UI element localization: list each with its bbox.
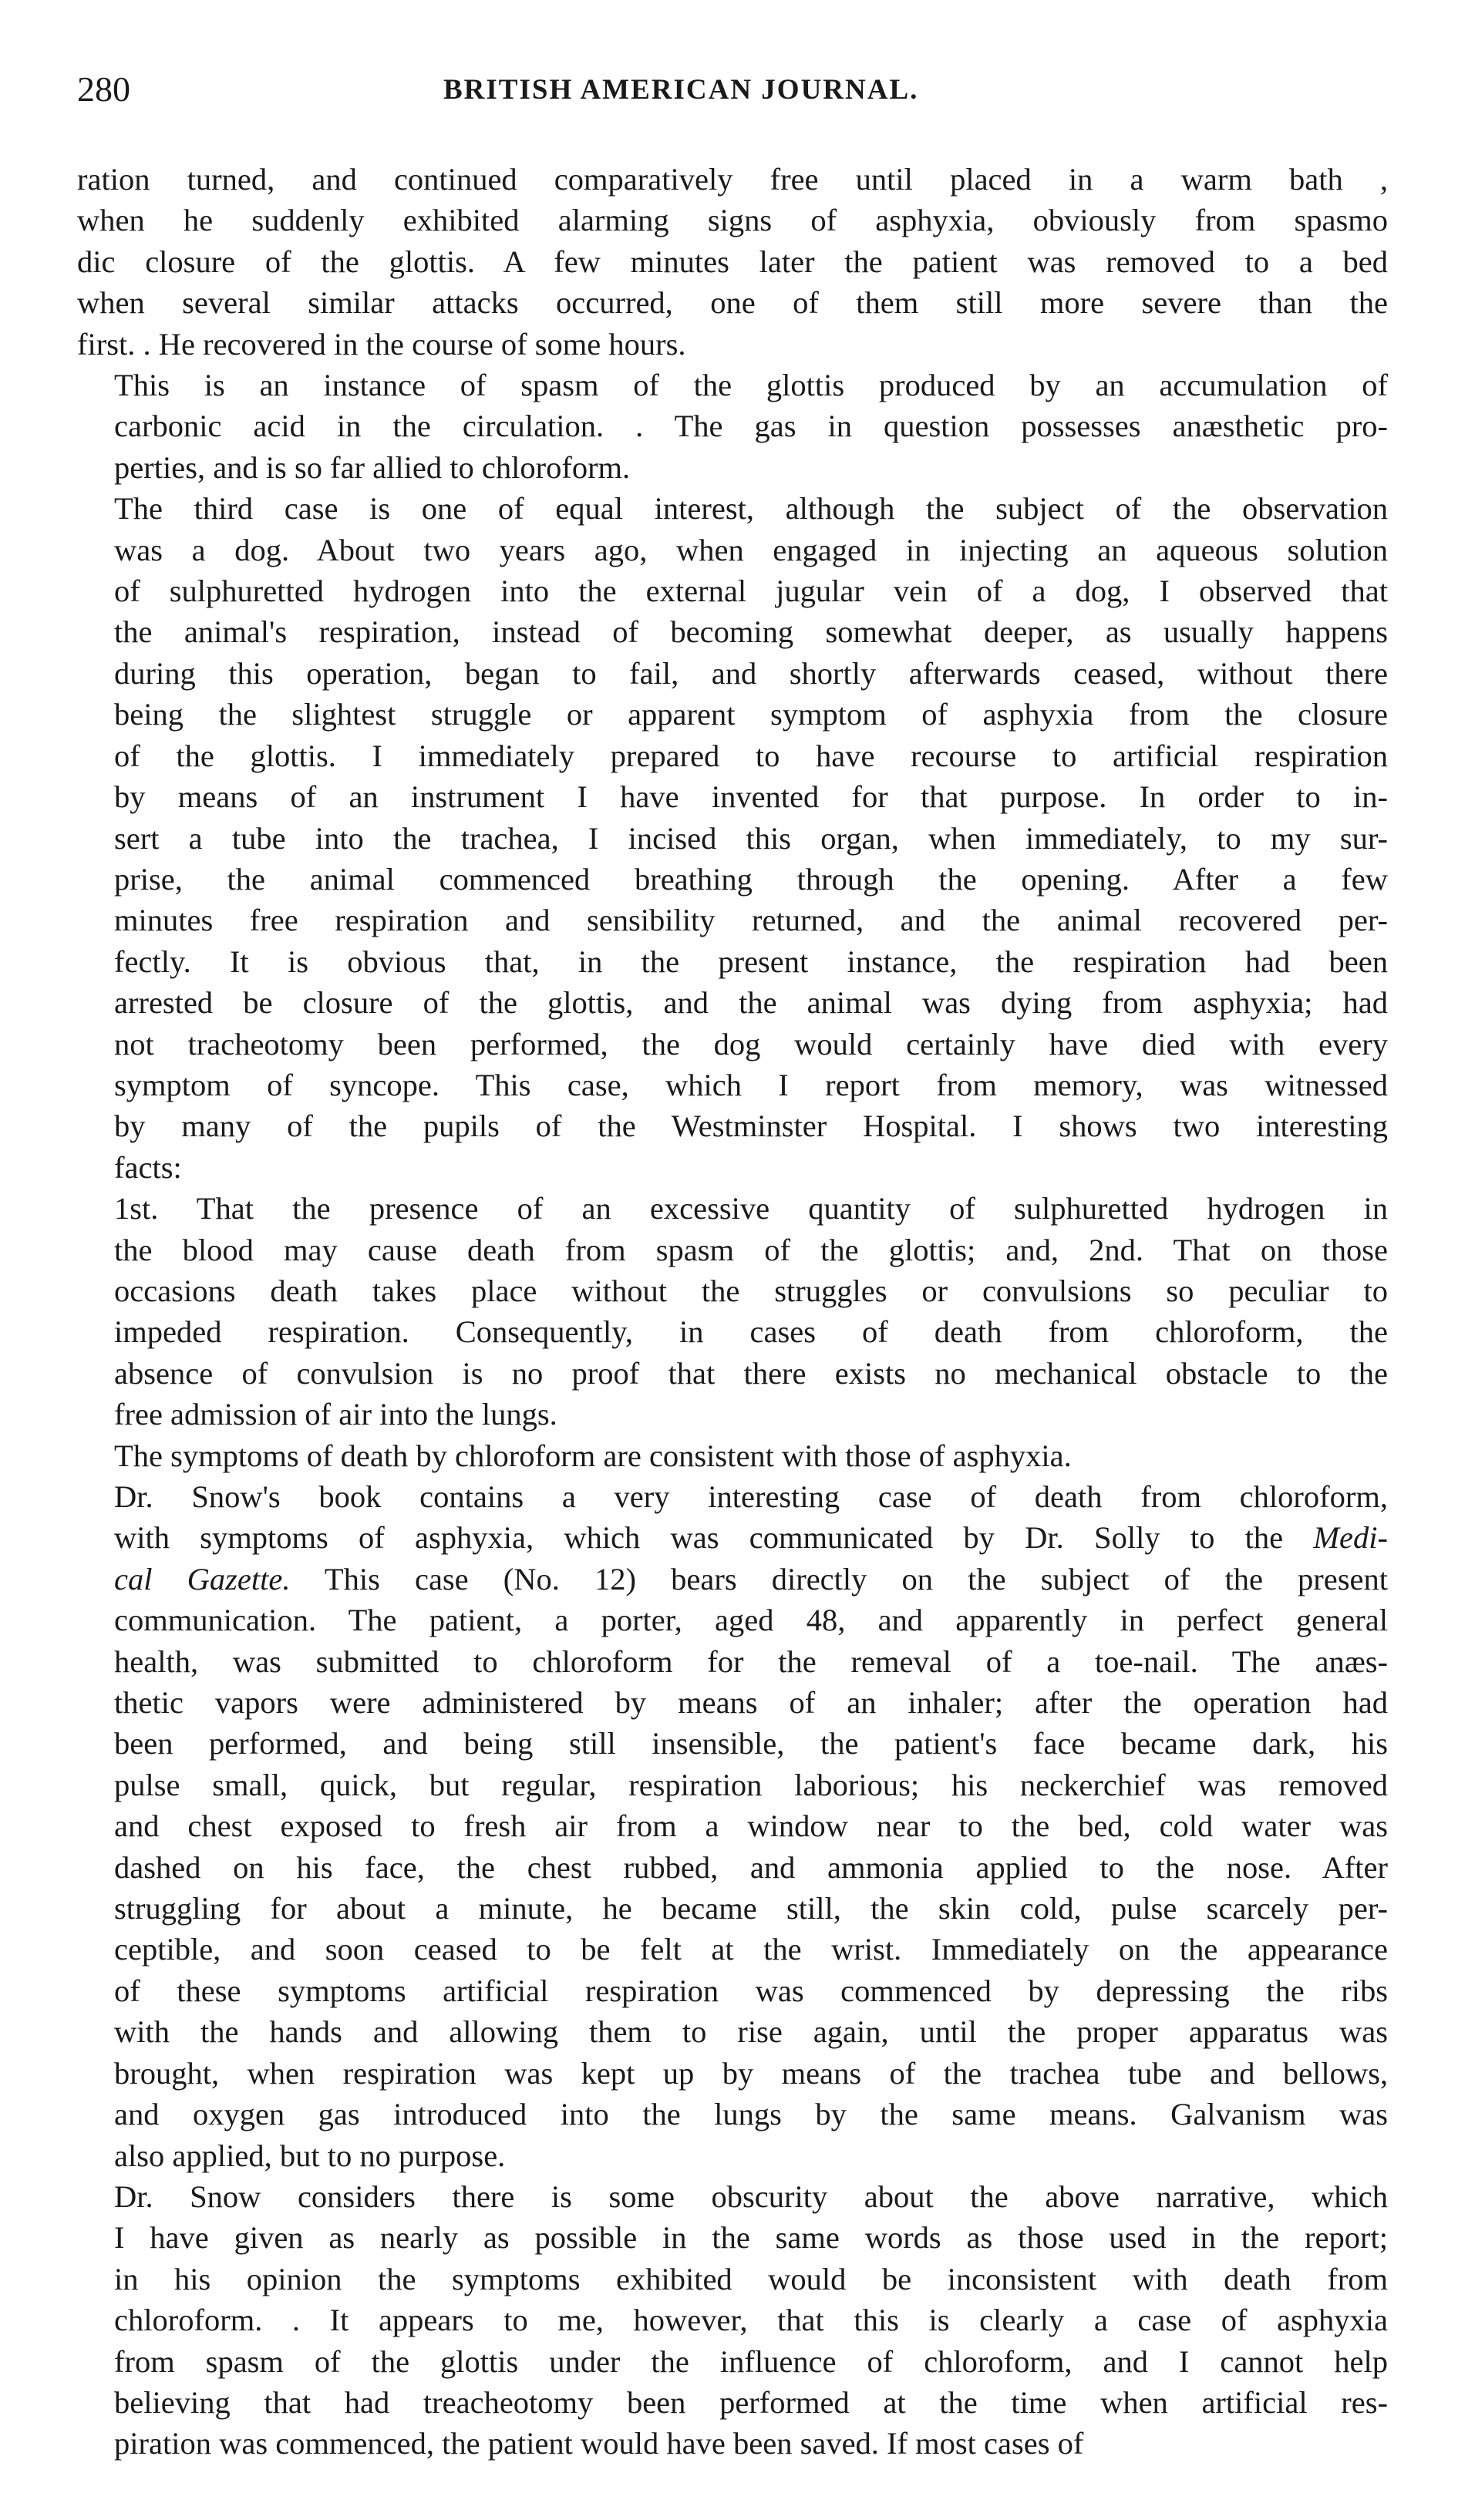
text-line: of sulphuretted hydrogen into the external jugular vein of a dog, I observed that (114, 574, 1388, 609)
text-line: piration was commenced, the patient would have been saved. If most cases of (114, 2426, 1084, 2461)
text-line: occasions death takes place without the struggles or convulsions so peculiar to (114, 1273, 1388, 1308)
text-line: perties, and is so far allied to chloroform. (114, 449, 631, 485)
text-line: health, was submitted to chloroform for the remeval of a toe-nail. The anæs- (114, 1644, 1388, 1679)
text-line: when he suddenly exhibited alarming signs of asphyxia, obviously from spasmo (77, 203, 1388, 238)
text-line: ceptible, and soon ceased to be felt at the wrist. Immediately on the appearance (114, 1932, 1388, 1967)
text-line: the blood may cause death from spasm of the glottis; and, 2nd. That on those (114, 1232, 1388, 1267)
text-line: and oxygen gas introduced into the lungs by the same means. Galvanism was (114, 2097, 1388, 2132)
text-line: struggling for about a minute, he became still, the skin cold, pulse scarcely per- (114, 1891, 1388, 1926)
text-line: cal Gazette. This case (No. 12) bears directly on the subject of the present (114, 1561, 1389, 1596)
text-line: I have given as nearly as possible in the same words as those used in the report; (114, 2220, 1388, 2256)
text-line: of the glottis. I immediately prepared to have recourse to artificial respiration (114, 738, 1388, 773)
text-line: and chest exposed to fresh air from a window near to the bed, cold water was (114, 1808, 1388, 1844)
text-line: The symptoms of death by chloroform are consistent with those of asphyxia. (114, 1438, 1072, 1473)
paragraph (77, 365, 1388, 488)
page-number: 280 (77, 69, 130, 109)
text-line: absence of convulsion is no proof that there exists no mechanical obstacle to the (114, 1355, 1388, 1391)
article-body (77, 159, 1388, 2464)
text-line: dashed on his face, the chest rubbed, and ammonia applied to the nose. After (114, 1849, 1388, 1885)
text-line: dic closure of the glottis. A few minutes later the patient was removed to a bed (77, 244, 1388, 279)
text-line: Dr. Snow considers there is some obscurity about the above narrative, which (114, 2179, 1388, 2214)
text-line: carbonic acid in the circulation. . The gas in question possesses anæsthetic pro- (114, 409, 1388, 444)
text-line: arrested be closure of the glottis, and the animal was dying from asphyxia; had (114, 985, 1388, 1021)
text-line: believing that had treacheotomy been performed at the time when artificial res- (114, 2384, 1388, 2420)
text-line: with symptoms of asphyxia, which was communicated by Dr. Solly to the Medi- (114, 1520, 1388, 1556)
text-line: free admission of air into the lungs. (114, 1397, 557, 1432)
text-line: with the hands and allowing them to rise again, until the proper apparatus was (114, 2014, 1388, 2050)
paragraph (77, 2176, 1388, 2464)
text-line: symptom of syncope. This case, which I report from memory, was witnessed (114, 1067, 1388, 1102)
journal-page (77, 68, 1388, 2464)
text-line: been performed, and being still insensible, the patient's face became dark, his (114, 1726, 1388, 1761)
text-line: the animal's respiration, instead of becoming somewhat deeper, as usually happens (114, 614, 1388, 650)
text-line: being the slightest struggle or apparent symptom of asphyxia from the closure (114, 697, 1388, 732)
text-line: thetic vapors were administered by means of an inhaler; after the operation had (114, 1685, 1388, 1721)
text-line: chloroform. . It appears to me, however, that this is clearly a case of asphyxia (114, 2303, 1388, 2338)
text-line: 1st. That the presence of an excessive quantity of sulphuretted hydrogen in (114, 1191, 1388, 1226)
text-line: from spasm of the glottis under the influence of chloroform, and I cannot help (114, 2343, 1388, 2379)
text-line: pulse small, quick, but regular, respiration laborious; his neckerchief was removed (114, 1767, 1388, 1802)
text-line: minutes free respiration and sensibility returned, and the animal recovered per- (114, 903, 1388, 938)
text-line: fectly. It is obvious that, in the present instance, the respiration had been (114, 944, 1388, 979)
text-line: in his opinion the symptoms exhibited would be inconsistent with death from (114, 2261, 1388, 2296)
text-line: brought, when respiration was kept up by means of the trachea tube and bellows, (114, 2055, 1388, 2091)
text-line: facts: (114, 1149, 182, 1185)
text-line: ration turned, and continued comparatively free until placed in a warm bath , (77, 162, 1388, 197)
paragraph (77, 1435, 1388, 1476)
text-line: The third case is one of equal interest, although the subject of the observation (114, 491, 1388, 527)
text-line: impeded respiration. Consequently, in cases of death from chloroform, the (114, 1314, 1388, 1350)
text-line: by means of an instrument I have invented for that purpose. In order to in- (114, 779, 1388, 815)
running-head: BRITISH AMERICAN JOURNAL. (443, 74, 919, 106)
text-line: prise, the animal commenced breathing through the opening. After a few (114, 861, 1388, 897)
paragraph (77, 488, 1388, 1188)
paragraph (77, 1188, 1388, 1435)
text-line: communication. The patient, a porter, aged 48, and apparently in perfect general (114, 1603, 1388, 1638)
text-line: first. . He recovered in the course of some hours. (77, 326, 686, 362)
paragraph (77, 159, 1388, 365)
text-line: also applied, but to no purpose. (114, 2138, 506, 2173)
text-line: by many of the pupils of the Westminster Hospital. I shows two interesting (114, 1109, 1388, 1144)
text-line: during this operation, began to fail, and shortly afterwards ceased, without there (114, 655, 1388, 691)
page-header (77, 68, 1388, 122)
text-line: when several similar attacks occurred, one of them still more severe than the (77, 285, 1388, 321)
text-line: not tracheotomy been performed, the dog would certainly have died with every (114, 1026, 1388, 1061)
paragraph (77, 1476, 1388, 2176)
text-line: Dr. Snow's book contains a very interesting case of death from chloroform, (114, 1479, 1388, 1514)
text-line: This is an instance of spasm of the glottis produced by an accumulation of (114, 368, 1388, 403)
text-line: sert a tube into the trachea, I incised this organ, when immediately, to my sur- (114, 820, 1388, 856)
text-line: was a dog. About two years ago, when engaged in injecting an aqueous solution (114, 532, 1388, 567)
text-line: of these symptoms artificial respiration was commenced by depressing the ribs (114, 1973, 1388, 2008)
